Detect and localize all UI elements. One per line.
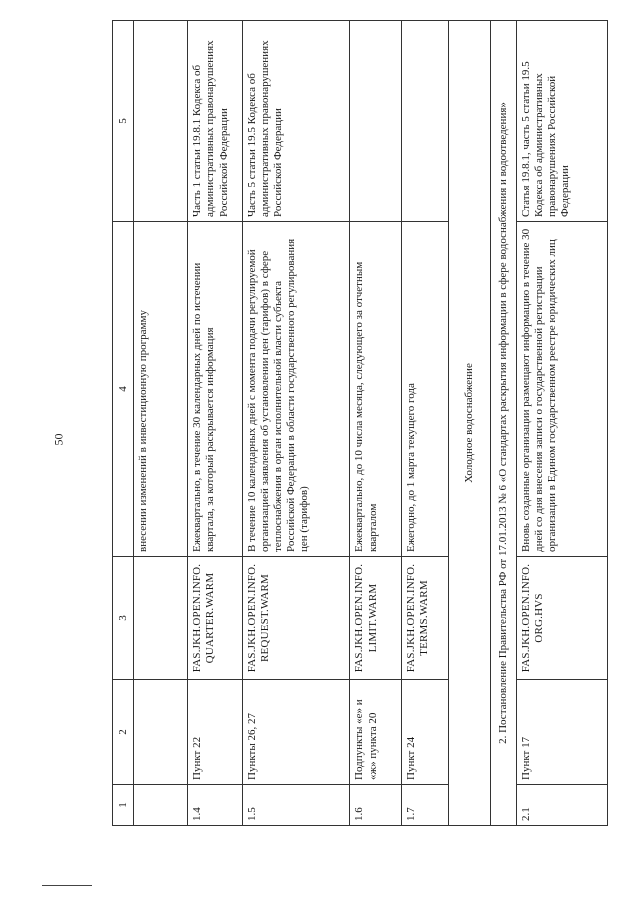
regulations-table <box>112 20 608 826</box>
cell-num: 2.1 <box>516 785 607 826</box>
cell-num: 1.7 <box>401 785 448 826</box>
cell-term: внесении изменений в инвестиционную программу <box>134 222 188 557</box>
cell-term: Ежеквартально, до 10 числа месяца, следующего за отчетным кварталом <box>350 222 402 557</box>
table-row <box>516 21 607 826</box>
footer-rule <box>42 885 92 886</box>
cell-liability: Часть 5 статьи 19.5 Кодекса об административных правонарушениях Российской Федерации <box>242 21 350 222</box>
cell-liability <box>401 21 448 222</box>
cell-liability <box>350 21 402 222</box>
cell-term: Ежегодно, до 1 марта текущего года <box>401 222 448 557</box>
cell-code <box>134 557 188 680</box>
cell-item: Пункт 17 <box>516 680 607 785</box>
cell-num: 1.6 <box>350 785 402 826</box>
col-header-4: 4 <box>113 222 134 557</box>
continued-row <box>134 21 188 826</box>
cell-code: FAS.JKH.OPEN.INFO. REQUEST.WARM <box>242 557 350 680</box>
page-number: 50 <box>51 433 66 446</box>
cell-term: Ежеквартально, в течение 30 календарных дней по истечении квартала, за который раскрывается информация <box>188 222 243 557</box>
table-row <box>242 21 350 826</box>
cell-liability: Статья 19.8.1, часть 5 статьи 19.5 Кодекса об административных правонарушениях Российской Федерации <box>516 21 607 222</box>
cell-code: FAS.JKH.OPEN.INFO. LIMIT.WARM <box>350 557 402 680</box>
table-row <box>401 21 448 826</box>
cell-term: В течение 10 календарных дней с момента подачи регулируемой организацией заявления об установлении цен (тарифов) в сфере теплоснабжения в орган исполнительной власти субъекта Российской Федерации в области государственного регулирования цен (тарифов) <box>242 222 350 557</box>
group-heading: Холодное водоснабжение <box>448 21 490 826</box>
cell-code: FAS.JKH.OPEN.INFO. ORG.HVS <box>516 557 607 680</box>
cell-code: FAS.JKH.OPEN.INFO. QUARTER.WARM <box>188 557 243 680</box>
cell-item: Пункт 22 <box>188 680 243 785</box>
cell-item: Подпункты «е» и «ж» пункта 20 <box>350 680 402 785</box>
cell-item: Пункты 26, 27 <box>242 680 350 785</box>
col-header-1: 1 <box>113 785 134 826</box>
table-row <box>188 21 243 826</box>
col-header-3: 3 <box>113 557 134 680</box>
column-number-row <box>113 21 134 826</box>
cell-liability: Часть 1 статьи 19.8.1 Кодекса об административных правонарушениях Российской Федерации <box>188 21 243 222</box>
rotated-table-wrapper <box>112 40 608 826</box>
cell-item <box>134 680 188 785</box>
cell-term: Вновь созданные организации размещают информацию в течение 30 дней со дня внесения записи о государственной регистрации организации в Едином государственном реестре юридических лиц <box>516 222 607 557</box>
cell-item: Пункт 24 <box>401 680 448 785</box>
group-heading-row <box>448 21 490 826</box>
section-2-heading-row <box>490 21 516 826</box>
cell-num: 1.5 <box>242 785 350 826</box>
table-row <box>350 21 402 826</box>
cell-num: 1.4 <box>188 785 243 826</box>
cell-code: FAS.JKH.OPEN.INFO. TERMS.WARM <box>401 557 448 680</box>
cell-num <box>134 785 188 826</box>
section-heading: 2. Постановление Правительства РФ от 17.01.2013 № 6 «О стандартах раскрытия информации в сфере водоснабжения и водоотведения» <box>490 21 516 826</box>
col-header-5: 5 <box>113 21 134 222</box>
cell-liability <box>134 21 188 222</box>
col-header-2: 2 <box>113 680 134 785</box>
